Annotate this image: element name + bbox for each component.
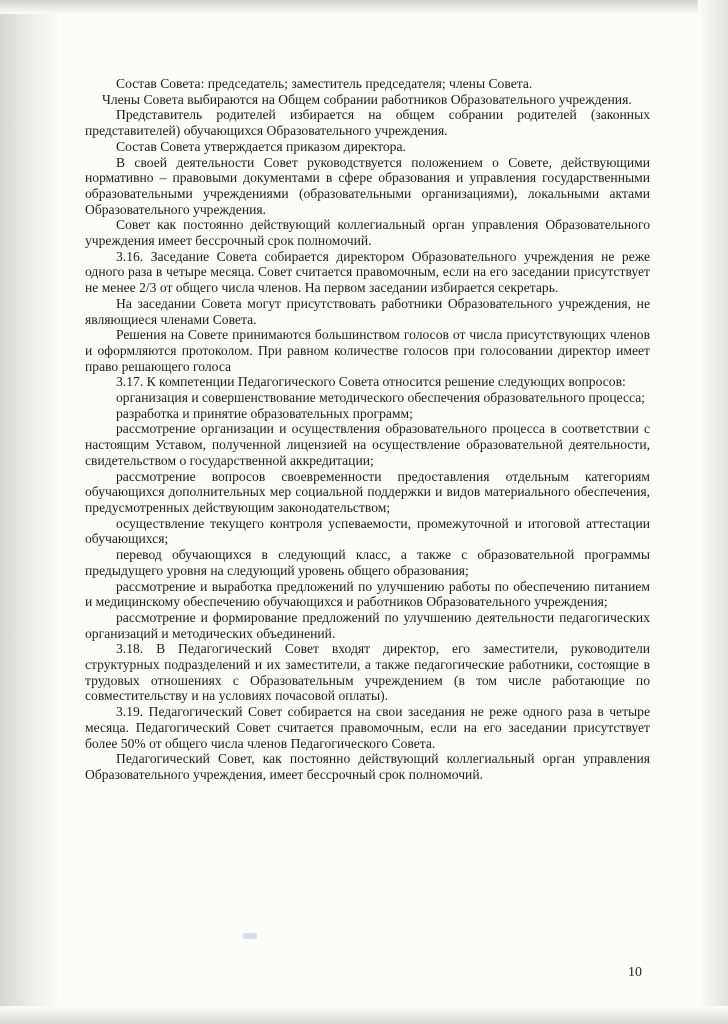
paragraph-3-17: 3.17. К компетенции Педагогического Совета относится решение следующих вопросов: — [116, 374, 626, 390]
paragraph-council-term: Совет как постоянно действующий коллегиальный орган управления Образовательного учреждения имеет бессрочный срок полномочий. — [85, 217, 650, 249]
scan-mark — [243, 933, 257, 939]
list-item-process: рассмотрение организации и осуществления образовательного процесса в соответствии с настоящим Уставом, полученной лицензией на осуществление образовательной деятельности, свидетельством о государственной аккредитации; — [85, 421, 650, 468]
scan-shadow-top — [0, 0, 728, 14]
list-item-promotion: перевод обучающихся в следующий класс, а также с образовательной программы предыдущего уровня на следующий уровень общего образования; — [85, 547, 650, 578]
scan-shadow-right — [698, 0, 728, 1024]
paragraph-council-composition: Состав Совета: председатель; заместитель председателя; члены Совета. — [116, 76, 533, 91]
paragraph-3-19: 3.19. Педагогический Совет собирается на свои заседания не реже одного раза в четыре месяца. Педагогический Совет считается правомочным, если на его заседании присутствует более 50% от общего числа членов Педагогического Совета. — [85, 704, 650, 751]
paragraph-attendees: На заседании Совета могут присутствовать работники Образовательного учреждения, не являющиеся членами Совета. — [85, 295, 650, 327]
body-text — [85, 76, 650, 783]
list-item-methodology: организация и совершенствование методического обеспечения образовательного процесса; — [116, 390, 646, 406]
paragraph-3-18: 3.18. В Педагогический Совет входят директор, его заместители, руководители структурных подразделений и их заместители, а также педагогические работники, состоящие в трудовых отношениях с Образовательным учреждением (в том числе работающие по совместительству и на условиях почасовой оплаты). — [85, 641, 650, 704]
paragraph-pedagogical-term: Педагогический Совет, как постоянно действующий коллегиальный орган управления Образовательного учреждения, имеет бессрочный срок полномочий. — [85, 751, 650, 782]
list-item-assessment: осуществление текущего контроля успеваемости, промежуточной и итоговой аттестации обучающихся; — [85, 515, 650, 547]
paragraph-approval: Состав Совета утверждается приказом директора. — [116, 138, 406, 154]
page-number: 10 — [628, 965, 642, 980]
scan-shadow-bottom — [0, 1006, 728, 1024]
paragraph-decisions: Решения на Совете принимаются большинством голосов от числа присутствующих членов и оформляются протоколом. При равном количестве голосов при голосовании директор имеет право решающего голоса — [85, 327, 650, 374]
paragraph-parent-representative: Представитель родителей избирается на общем собрании родителей (законных представителей) обучающихся Образовательного учреждения. — [85, 107, 650, 139]
paragraph-council-members: Члены Совета выбираются на Общем собрании работников Образовательного учреждения. — [102, 91, 632, 107]
list-item-improvement: рассмотрение и формирование предложений по улучшению деятельности педагогических организаций и методических объединений. — [85, 609, 650, 641]
list-item-social-support: рассмотрение вопросов своевременности предоставления отдельным категориям обучающихся дополнительных мер социальной поддержки и видов материального обеспечения, предусмотренных действующим законодательством; — [85, 468, 650, 515]
scan-shadow-left — [0, 0, 60, 1024]
list-item-programs: разработка и принятие образовательных программ; — [116, 405, 413, 421]
list-item-nutrition: рассмотрение и выработка предложений по улучшению работы по обеспечению питанием и медицинскому обеспечению обучающихся и работников Образовательного учреждения; — [85, 578, 650, 610]
paragraph-council-guidance: В своей деятельности Совет руководствуется положением о Совете, действующими нормативно – правовыми документами в сфере образования и управления государственными образовательными учреждениями (образовательными организациями), локальными актами Образовательного учреждения. — [85, 154, 650, 217]
paragraph-3-16: 3.16. Заседание Совета собирается директором Образовательного учреждения не реже одного раза в четыре месяца. Совет считается правомочным, если на его заседании присутствует не менее 2/3 от общего числа членов. На первом заседании избирается секретарь. — [85, 248, 650, 296]
